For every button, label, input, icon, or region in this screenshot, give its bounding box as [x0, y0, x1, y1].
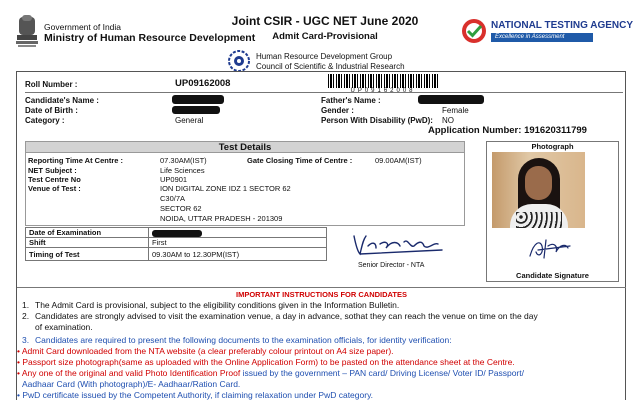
- national-emblem-icon: [14, 13, 40, 49]
- test-details-heading: Test Details: [25, 141, 465, 153]
- gate-closing-label: Gate Closing Time of Centre :: [247, 156, 353, 165]
- venue-line-1: ION DIGITAL ZONE IDZ 1 SECTOR 62: [160, 184, 291, 193]
- instruction-item: 1. The Admit Card is provisional, subject to the eligibility conditions given in the Information Bulletin.: [22, 300, 400, 310]
- table-row: [26, 248, 327, 261]
- reporting-time-value: 07.30AM(IST): [160, 156, 207, 165]
- card-type: Admit Card-Provisional: [272, 31, 378, 42]
- photo-label: Photograph: [531, 142, 574, 151]
- application-number-value: 191620311799: [524, 125, 587, 136]
- table-row: [26, 228, 327, 238]
- father-name-label: Father's Name :: [321, 96, 381, 105]
- dob-label: Date of Birth :: [25, 106, 78, 115]
- shift-label: Shift: [26, 238, 149, 248]
- reporting-time-label: Reporting Time At Centre :: [28, 156, 124, 165]
- header-divider: [25, 92, 623, 93]
- instructions-divider: [17, 287, 626, 288]
- exam-date-label: Date of Examination: [26, 228, 149, 238]
- director-signature: [350, 232, 450, 256]
- exam-date-redacted: [152, 230, 202, 237]
- nta-name: NATIONAL TESTING AGENCY: [491, 20, 634, 31]
- exam-heading: [200, 14, 450, 42]
- category-label: Category :: [25, 116, 65, 125]
- application-number-label: Application Number:: [428, 125, 522, 136]
- father-name-redacted: [418, 95, 484, 104]
- gate-closing-value: 09.00AM(IST): [375, 156, 422, 165]
- exam-title: Joint CSIR - UGC NET June 2020: [231, 14, 419, 28]
- pwd-value: NO: [442, 116, 454, 125]
- timing-label: Timing of Test: [26, 248, 149, 261]
- category-value: General: [175, 116, 204, 125]
- ministry-name: Ministry of Human Resource Development: [44, 32, 256, 44]
- timing-value: 09.30AM to 12.30PM(IST): [149, 248, 327, 261]
- document-bullet: • PwD certificate issued by the Competent Authority, if claiming relaxation under PwD category.: [17, 390, 374, 400]
- candidate-signature: [526, 236, 576, 262]
- table-row: [26, 238, 327, 248]
- application-number: [428, 125, 587, 136]
- nta-logo-icon: [461, 18, 487, 44]
- gender-label: Gender :: [321, 106, 354, 115]
- dob-redacted: [172, 106, 220, 114]
- test-centre-no-value: UP0901: [160, 175, 188, 184]
- instruction-item: 3. Candidates are required to present the following documents to the examination officials, for identity verification:: [22, 335, 452, 345]
- candidate-name-redacted: [172, 95, 224, 104]
- instruction-item: of examination.: [35, 322, 93, 332]
- candidate-photo: [492, 152, 585, 228]
- candidate-name-label: Candidate's Name :: [25, 96, 99, 105]
- document-bullet-continued: Aadhaar Card (With photograph)/E- Aadhaar/Ration Card.: [22, 379, 241, 389]
- pwd-label: Person With Disability (PwD):: [321, 116, 433, 125]
- document-bullet: • Admit Card downloaded from the NTA website (a clear preferably colour printout on A4 size paper).: [17, 346, 394, 356]
- barcode: [328, 74, 438, 88]
- net-subject-label: NET Subject :: [28, 166, 77, 175]
- venue-line-4: NOIDA, UTTAR PRADESH - 201309: [160, 214, 283, 223]
- net-subject-value: Life Sciences: [160, 166, 205, 175]
- nta-tagline: Excellence in Assessment: [491, 33, 593, 42]
- venue-line-2: C30/7A: [160, 194, 186, 203]
- shift-value: First: [149, 238, 327, 248]
- exam-date-value: [149, 228, 327, 238]
- test-centre-no-label: Test Centre No: [28, 175, 81, 184]
- instruction-item: 2. Candidates are strongly advised to visit the examination venue, a day in advance, sothat they can reach the venue on time on the day: [22, 311, 538, 321]
- document-bullet: • Passport size photograph(same as uploaded with the Online Application Form) to be pasted on the attendance sheet at the Centre.: [17, 357, 515, 367]
- document-bullet: • Any one of the original and valid Photo Identification Proof issued by the government – PAN card/ Driving License/ Voter ID/ Passport/: [17, 368, 524, 378]
- gov-line: Government of India: [44, 22, 122, 32]
- csir-line1: Human Resource Development Group: [256, 52, 393, 61]
- barcode-text: UP09162008: [350, 88, 416, 94]
- csir-block: [256, 52, 405, 72]
- venue-line-3: SECTOR 62: [160, 204, 202, 213]
- gender-value: Female: [442, 106, 469, 115]
- candidate-signature-label: Candidate Signature: [516, 271, 589, 280]
- instructions-title: IMPORTANT INSTRUCTIONS FOR CANDIDATES: [236, 290, 407, 299]
- roll-number-value: UP09162008: [175, 78, 231, 89]
- venue-label: Venue of Test :: [28, 184, 81, 193]
- signatory-caption: Senior Director - NTA: [358, 262, 425, 269]
- roll-number-label: Roll Number :: [25, 80, 78, 89]
- csir-line2: Council of Scientific & Industrial Research: [256, 62, 405, 71]
- exam-schedule-table: [25, 227, 327, 261]
- csir-logo-icon: [228, 50, 250, 72]
